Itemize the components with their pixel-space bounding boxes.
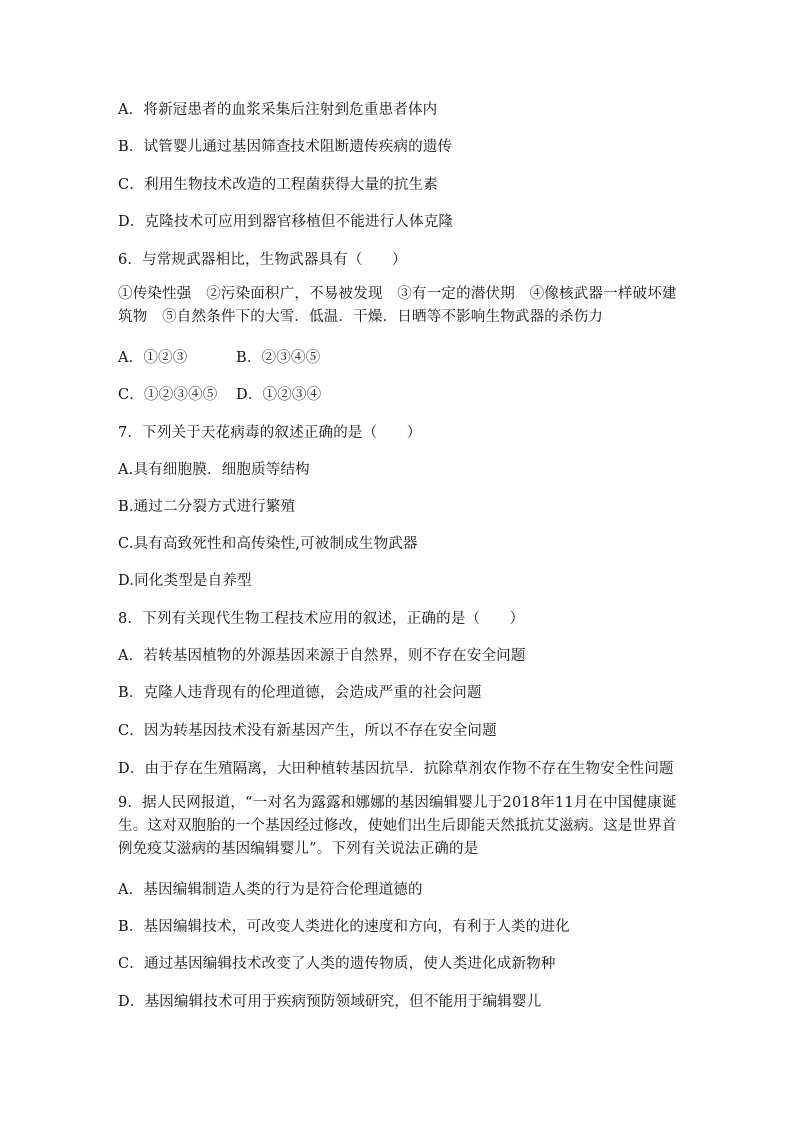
q7-option-d: D.同化类型是自养型: [118, 573, 252, 589]
q6-options-row-1: [118, 346, 320, 367]
q6-option-b: B．②③④⑤: [236, 350, 321, 366]
q9-option-c: C．通过基因编辑技术改变了人类的遗传物质，使人类进化成新物种: [118, 956, 556, 972]
q9-option-d: D．基因编辑技术可用于疾病预防领域研究，但不能用于编辑婴儿: [118, 994, 542, 1010]
q7-option-b: B.通过二分裂方式进行繁殖: [118, 499, 296, 515]
q8-stem: 8．下列有关现代生物工程技术应用的叙述，正确的是（ ）: [118, 611, 525, 627]
q6-option-a: A．①②③: [118, 350, 188, 366]
q6-option-c: C．①②③④⑤: [118, 387, 218, 403]
q8-option-b: B．克隆人违背现有的伦理道德，会造成严重的社会问题: [118, 685, 482, 701]
q6-statements: ①传染性强 ②污染面积广，不易被发现 ③有一定的潜伏期 ④像核武器一样破坏建筑物 ⑤自然条件下的大雪．低温．干燥．日晒等不影响生物武器的杀伤力: [118, 286, 677, 325]
q7-stem: 7．下列关于天花病毒的叙述正确的是（ ）: [118, 425, 422, 441]
q7-option-c: C.具有高致死性和高传染性,可被制成生物武器: [118, 536, 418, 552]
q5-option-a: A．将新冠患者的血浆采集后注射到危重患者体内: [118, 102, 438, 118]
q8-option-a: A．若转基因植物的外源基因来源于自然界，则不存在安全问题: [118, 648, 526, 664]
q6-options-row-2: [118, 383, 321, 404]
q9-stem: 9．据人民网报道，“一对名为露露和娜娜的基因编辑婴儿于2018年11月在中国健康诞生。这对双胞胎的一个基因经过修改，使她们出生后即能天然抵抗艾滋病。这是世界首例免疫艾滋病的基因编辑婴儿”。下列有关说法正确的是: [118, 795, 677, 857]
q8-option-c: C．因为转基因技术没有新基因产生，所以不存在安全问题: [118, 723, 497, 739]
q7-option-a: A.具有细胞膜．细胞质等结构: [118, 462, 310, 478]
q6-stem: 6．与常规武器相比，生物武器具有（ ）: [118, 252, 407, 268]
q8-option-d: D．由于存在生殖隔离，大田种植转基因抗旱．抗除草剂农作物不存在生物安全性问题: [118, 761, 674, 777]
q5-option-b: B．试管婴儿通过基因筛查技术阻断遗传疾病的遗传: [118, 139, 453, 155]
q9-option-a: A．基因编辑制造人类的行为是符合伦理道德的: [118, 882, 423, 898]
q9-option-b: B．基因编辑技术，可改变人类进化的速度和方向，有利于人类的进化: [118, 919, 570, 935]
q5-option-c: C．利用生物技术改造的工程菌获得大量的抗生素: [118, 177, 438, 193]
q5-option-d: D．克隆技术可应用到器官移植但不能进行人体克隆: [118, 214, 454, 230]
q6-option-d: D．①②③④: [236, 387, 322, 403]
